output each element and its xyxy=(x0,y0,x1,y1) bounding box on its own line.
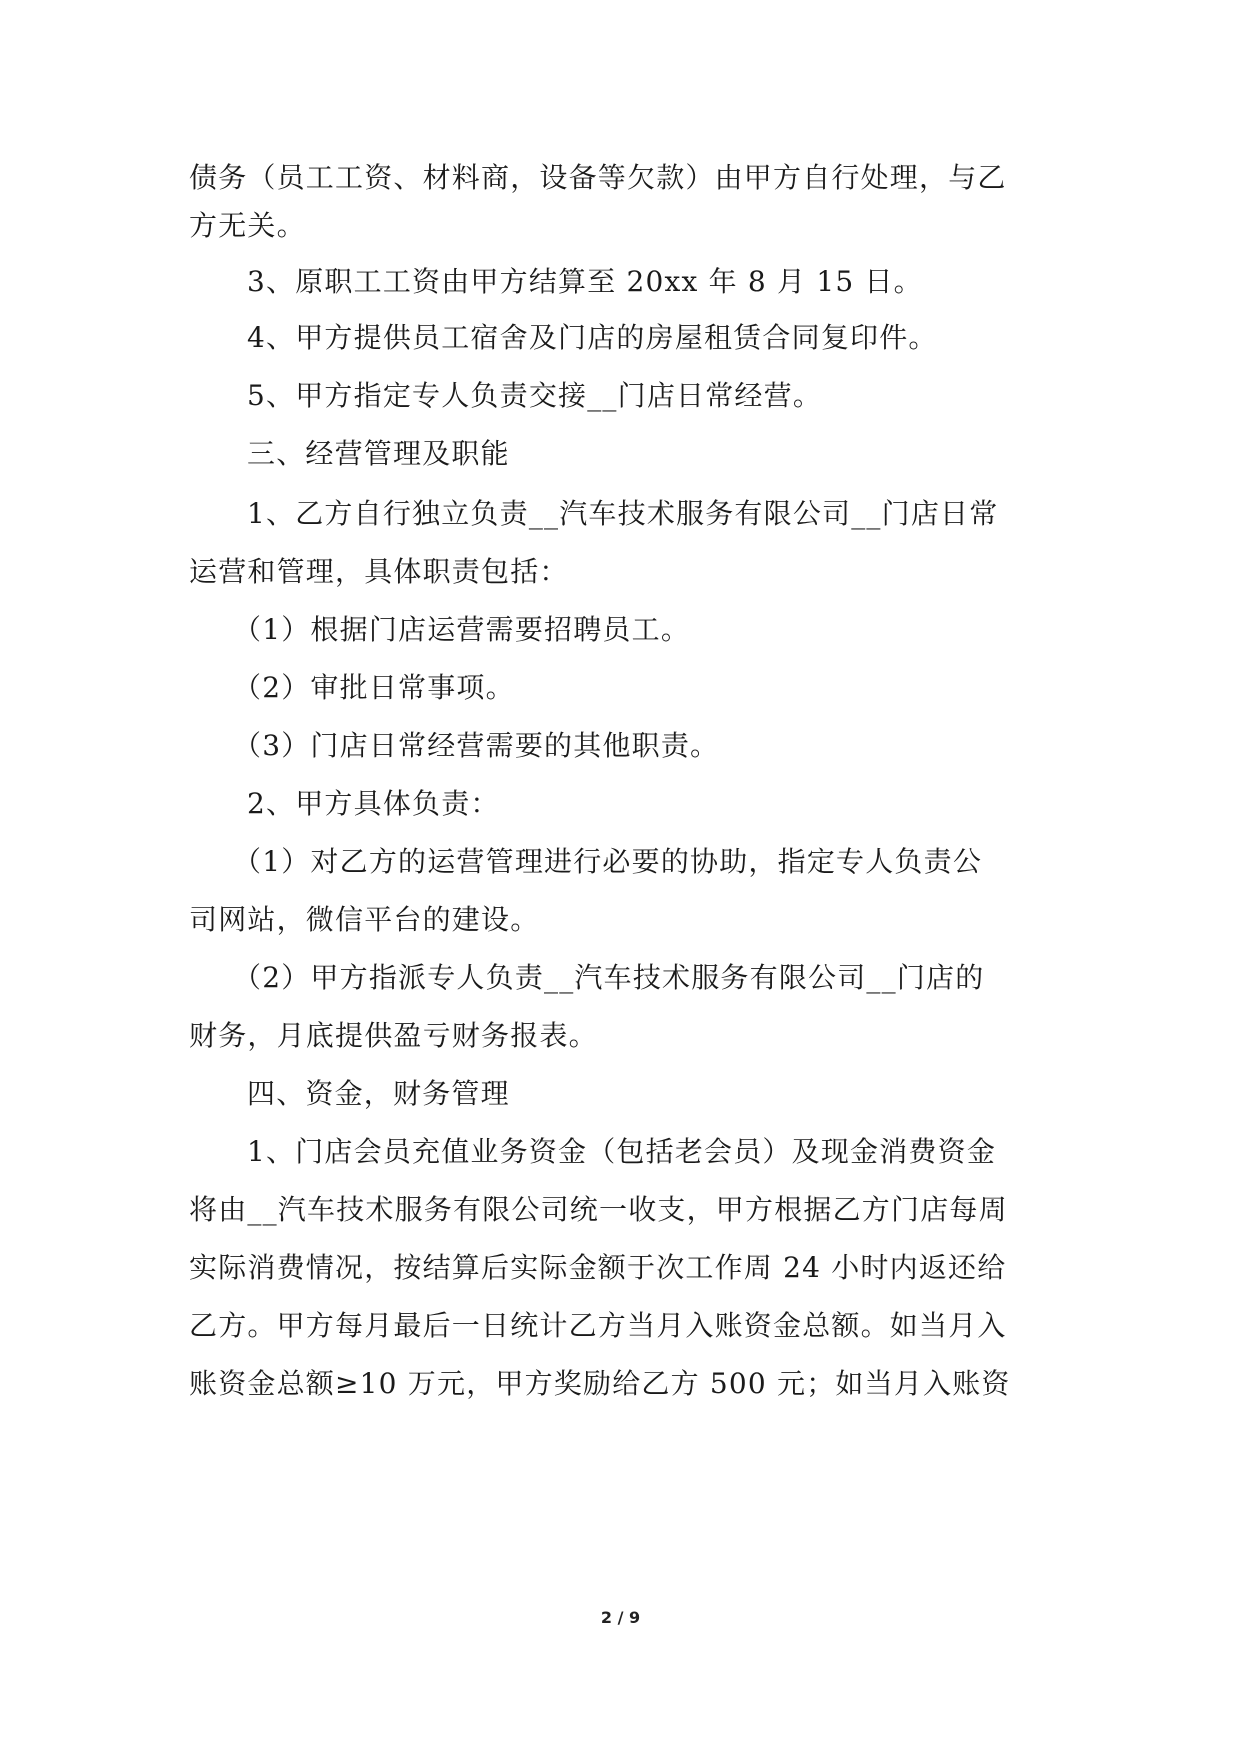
text-line: 5、甲方指定专人负责交接__门店日常经营。 xyxy=(247,379,823,412)
text-line: 运营和管理，具体职责包括： xyxy=(189,555,569,588)
text-line: 账资金总额≥10 万元，甲方奖励给乙方 500 元；如当月入账资 xyxy=(189,1367,1011,1400)
text-line: 债务（员工工资、材料商，设备等欠款）由甲方自行处理，与乙 xyxy=(189,161,1007,194)
text-line: 实际消费情况，按结算后实际金额于次工作周 24 小时内返还给 xyxy=(189,1251,1007,1284)
text-line: 4、甲方提供员工宿舍及门店的房屋租赁合同复印件。 xyxy=(247,321,938,354)
section-heading: 四、资金，财务管理 xyxy=(247,1077,510,1110)
section-heading: 三、经营管理及职能 xyxy=(247,437,510,470)
page-number: 2 / 9 xyxy=(600,1608,641,1627)
text-line: （3）门店日常经营需要的其他职责。 xyxy=(233,729,720,762)
text-line: 乙方。甲方每月最后一日统计乙方当月入账资金总额。如当月入 xyxy=(189,1309,1007,1342)
text-line: 1、门店会员充值业务资金（包括老会员）及现金消费资金 xyxy=(247,1135,997,1168)
text-line: （1）对乙方的运营管理进行必要的协助，指定专人负责公 xyxy=(233,845,983,878)
text-line: （1）根据门店运营需要招聘员工。 xyxy=(233,613,691,646)
text-line: 2、甲方具体负责： xyxy=(247,787,500,820)
text-line: 财务，月底提供盈亏财务报表。 xyxy=(189,1019,598,1052)
text-line: 3、原职工工资由甲方结算至 20xx 年 8 月 15 日。 xyxy=(247,265,923,298)
text-line: 司网站，微信平台的建设。 xyxy=(189,903,540,936)
text-line: （2）审批日常事项。 xyxy=(233,671,515,704)
text-line: 方无关。 xyxy=(189,209,306,242)
text-line: 1、乙方自行独立负责__汽车技术服务有限公司__门店日常 xyxy=(247,497,999,530)
text-line: （2）甲方指派专人负责__汽车技术服务有限公司__门店的 xyxy=(233,961,985,994)
text-line: 将由__汽车技术服务有限公司统一收支，甲方根据乙方门店每周 xyxy=(189,1193,1008,1226)
